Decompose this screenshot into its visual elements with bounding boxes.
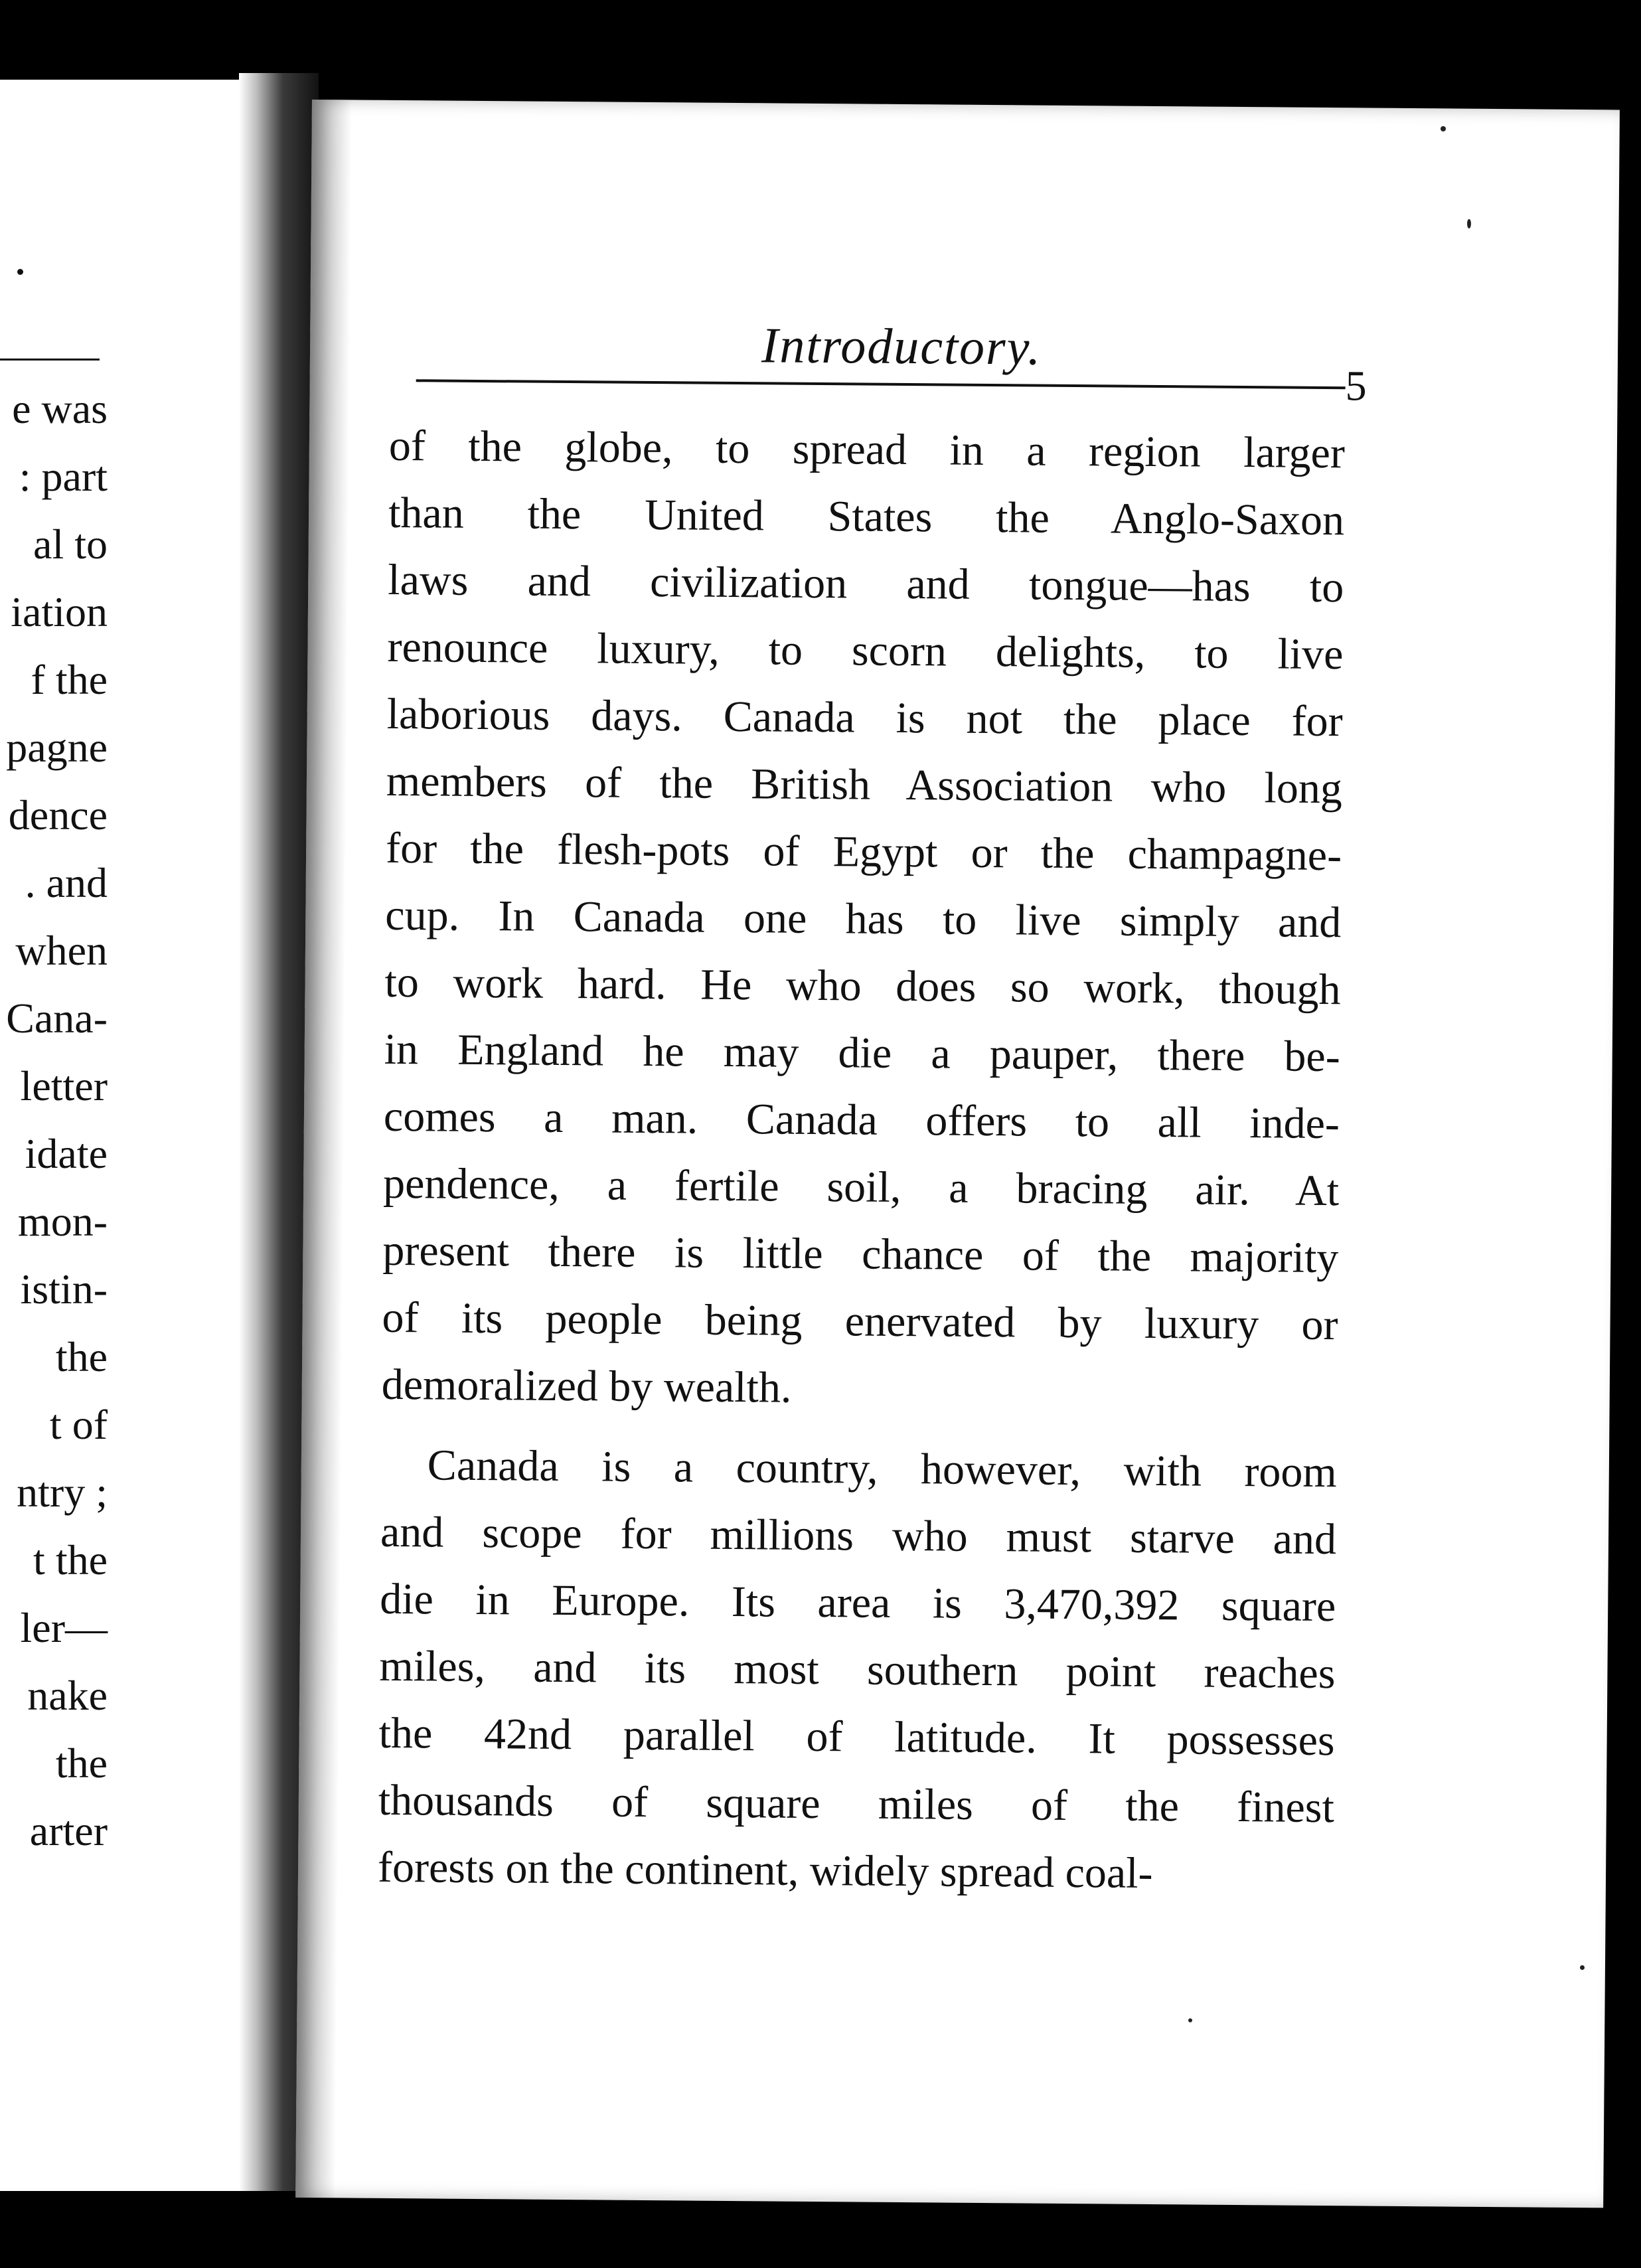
body-text [378, 412, 1346, 1908]
text-line: present there is little chance of the majority [382, 1226, 1339, 1283]
text-line: of the globe, to spread in a region larger [388, 421, 1346, 478]
left-page-line: Cana- [6, 995, 108, 1042]
left-page-line: t of [49, 1401, 108, 1448]
left-page-line: idate [25, 1130, 108, 1177]
left-page-line: nake [27, 1672, 108, 1719]
text-line: pendence, a fertile soil, a bracing air. At [382, 1159, 1340, 1216]
left-page-line: t the [33, 1536, 108, 1583]
text-line: to work hard. He who does so work, though [384, 957, 1341, 1014]
left-page-line: . and [25, 859, 108, 906]
left-page-line: when [15, 927, 108, 974]
left-page-line: the [55, 1740, 108, 1787]
left-page-line: dence [8, 791, 108, 839]
left-page-line: arter [29, 1807, 108, 1854]
left-page-line: f the [31, 656, 108, 703]
left-page-line: e was [12, 385, 108, 432]
left-page-line: al to [33, 521, 108, 568]
paragraph [381, 412, 1345, 1425]
header-rule [416, 379, 1346, 389]
left-page-line: ntry ; [17, 1469, 108, 1516]
text-line: laborious days. Canada is not the place for [386, 689, 1343, 746]
text-line: laws and civilization and tongue—has to [388, 555, 1344, 612]
running-head: Introductory. [761, 317, 1042, 376]
text-line: forests on the continent, widely spread coal- [377, 1842, 1153, 1898]
left-facing-page [0, 80, 266, 2191]
text-line: Canada is a country, however, with room [427, 1441, 1338, 1497]
right-page [295, 100, 1620, 2208]
scan-speck [1188, 2018, 1192, 2022]
left-page-line: ler— [20, 1604, 108, 1651]
ink-dot [17, 269, 23, 275]
text-line: die in Europe. Its area is 3,470,392 square [379, 1574, 1336, 1631]
text-line: miles, and its most southern point reaches [379, 1641, 1336, 1698]
left-page-line: the [55, 1333, 108, 1380]
text-line: members of the British Association who long [386, 756, 1343, 813]
scan-speck [1580, 1965, 1585, 1970]
left-page-text [6, 375, 108, 1865]
text-line: demoralized by wealth. [381, 1360, 792, 1412]
left-page-line: mon- [17, 1198, 108, 1245]
scan-speck [1467, 219, 1471, 228]
text-line: the 42nd parallel of latitude. It possesses [378, 1708, 1335, 1765]
text-line: and scope for millions who must starve and [380, 1507, 1337, 1564]
left-page-line: letter [20, 1062, 108, 1109]
page-number: 5 [1345, 362, 1367, 410]
left-page-line: istin- [20, 1265, 108, 1313]
text-line: in England he may die a pauper, there be- [384, 1024, 1341, 1082]
paragraph [378, 1431, 1338, 1908]
left-header-rule [0, 359, 100, 361]
text-line: comes a man. Canada offers to all inde- [383, 1092, 1340, 1149]
left-page-line: pagne [6, 724, 108, 771]
left-page-line: : part [19, 453, 108, 500]
text-line: for the flesh-pots of Egypt or the champagne- [385, 823, 1342, 880]
text-line: renounce luxury, to scorn delights, to live [387, 622, 1344, 679]
text-line: of its people being enervated by luxury or [382, 1293, 1338, 1350]
text-line: thousands of square miles of the finest [378, 1775, 1335, 1832]
left-page-line: iation [11, 588, 108, 635]
scan-speck [1441, 126, 1446, 131]
text-line: cup. In Canada one has to live simply and [385, 890, 1342, 947]
text-line: than the United States the Anglo-Saxon [388, 488, 1345, 545]
